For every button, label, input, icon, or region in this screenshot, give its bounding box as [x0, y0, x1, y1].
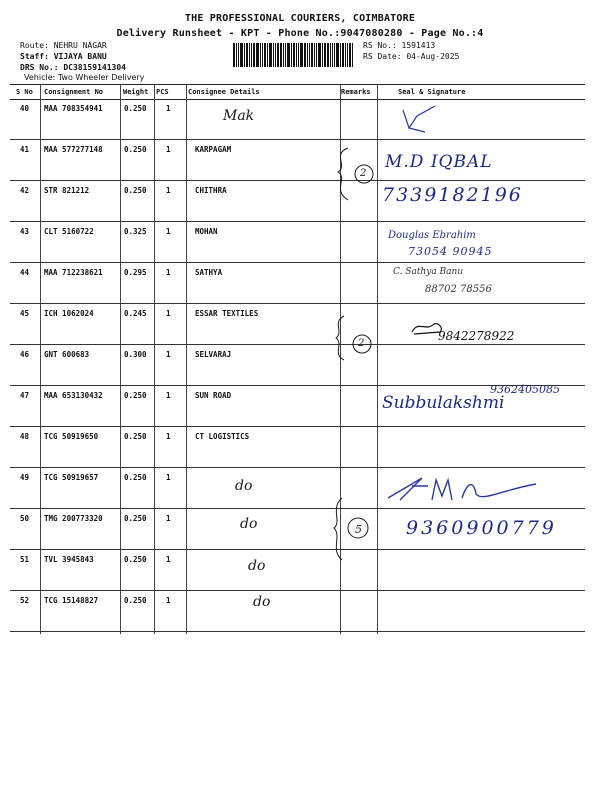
table-row: [10, 262, 585, 304]
header-left: [20, 40, 126, 73]
cell-consignment: ICH 1062024: [44, 309, 94, 318]
company-title: THE PROFESSIONAL COURIERS, COIMBATORE: [184, 13, 416, 24]
cell-sno: 43: [20, 227, 30, 236]
table-row: [10, 98, 585, 140]
cell-weight: 0.250: [124, 391, 147, 400]
cell-pcs: 1: [166, 473, 171, 482]
cell-consignment: MAA 577277148: [44, 145, 103, 154]
cell-weight: 0.325: [124, 227, 147, 236]
cell-weight: 0.295: [124, 268, 147, 277]
cell-pcs: 1: [166, 391, 171, 400]
cell-weight: 0.250: [124, 555, 147, 564]
cell-weight: 0.250: [124, 596, 147, 605]
cell-pcs: 1: [166, 432, 171, 441]
cell-pcs: 1: [166, 145, 171, 154]
cell-consignment: CLT 5160722: [44, 227, 94, 236]
cell-sno: 48: [20, 432, 30, 441]
ditto-mark: do: [248, 558, 266, 574]
cell-consignee: KARPAGAM: [195, 145, 232, 154]
cell-pcs: 1: [166, 104, 171, 113]
cell-consignment: TCG 15148827: [44, 596, 99, 605]
cell-consignment: MAA 712238621: [44, 268, 103, 277]
table-row: [10, 426, 585, 468]
cell-weight: 0.250: [124, 186, 147, 195]
handwritten-phone: 7339182196: [382, 184, 523, 206]
runsheet-subtitle: Delivery Runsheet - KPT - Phone No.:9047080280 - Page No.:4: [116, 28, 484, 39]
bracket-count: 5: [355, 523, 362, 536]
col-sno: S No: [16, 88, 33, 96]
ditto-mark: do: [240, 516, 258, 532]
col-consignment: Consignment No: [44, 88, 104, 96]
cell-pcs: 1: [166, 350, 171, 359]
cell-sno: 49: [20, 473, 30, 482]
cell-consignee: ESSAR TEXTILES: [195, 309, 259, 318]
col-pcs: PCS: [156, 88, 169, 96]
signature-scribble: [408, 318, 448, 338]
rs-date: RS Date: 04-Aug-2025: [363, 52, 460, 61]
drs-label: DRS No.: DC38159141304: [20, 63, 126, 72]
cell-pcs: 1: [166, 227, 171, 236]
barcode-image: [233, 43, 357, 67]
table-row: [10, 221, 585, 263]
cell-weight: 0.250: [124, 473, 147, 482]
cell-pcs: 1: [166, 596, 171, 605]
cell-consignment: MAA 653130432: [44, 391, 103, 400]
cell-consignee: SELVARAJ: [195, 350, 232, 359]
cell-weight: 0.300: [124, 350, 147, 359]
table-row: [10, 344, 585, 386]
signature-scribble: [395, 98, 455, 138]
cell-consignment: TVL 3945843: [44, 555, 94, 564]
table-row: [10, 139, 585, 181]
cell-consignee: SUN ROAD: [195, 391, 232, 400]
ditto-mark: do: [253, 594, 271, 610]
handwritten-signature: Douglas Ebrahim: [388, 230, 476, 241]
bracket-mark: [328, 494, 378, 564]
signature-scribble: [382, 472, 542, 508]
cell-consignment: TCG 50919657: [44, 473, 99, 482]
handwritten-signature: C. Sathya Banu: [393, 267, 464, 277]
cell-pcs: 1: [166, 555, 171, 564]
cell-consignment: STR 821212: [44, 186, 90, 195]
cell-weight: 0.245: [124, 309, 147, 318]
cell-consignment: GNT 600683: [44, 350, 90, 359]
cell-weight: 0.250: [124, 145, 147, 154]
cell-sno: 52: [20, 596, 30, 605]
cell-consignment: MAA 708354941: [44, 104, 103, 113]
handwritten-phone: 9362405085: [490, 383, 560, 396]
handwritten-note: Mak: [223, 108, 255, 124]
cell-sno: 46: [20, 350, 30, 359]
cell-pcs: 1: [166, 268, 171, 277]
table-row: [10, 549, 585, 591]
cell-sno: 44: [20, 268, 30, 277]
cell-sno: 50: [20, 514, 30, 523]
cell-sno: 47: [20, 391, 30, 400]
header-right: [363, 40, 459, 62]
cell-consignment: TCG 50919650: [44, 432, 99, 441]
cell-sno: 45: [20, 309, 30, 318]
cell-consignment: TMG 200773320: [44, 514, 103, 523]
cell-pcs: 1: [166, 309, 171, 318]
handwritten-phone: 9360900779: [406, 517, 557, 539]
cell-consignee: CHITHRA: [195, 186, 227, 195]
bracket-count: 2: [358, 338, 365, 349]
cell-weight: 0.250: [124, 432, 147, 441]
handwritten-phone: 88702 78556: [425, 284, 492, 295]
cell-sno: 40: [20, 104, 30, 113]
vehicle-label: Vehicle: Two Wheeler Delivery: [24, 73, 145, 82]
bracket-count: 2: [360, 168, 367, 179]
ditto-mark: do: [235, 478, 253, 494]
bracket-mark: [330, 312, 380, 364]
handwritten-phone: 9842278922: [438, 329, 515, 343]
cell-weight: 0.250: [124, 514, 147, 523]
col-consignee: Consignee Details: [188, 88, 260, 96]
cell-weight: 0.250: [124, 104, 147, 113]
handwritten-signature: Subbulakshmi: [382, 393, 505, 413]
col-signature: Seal & Signature: [398, 88, 466, 96]
handwritten-signature: M.D IQBAL: [385, 152, 493, 172]
route-label: Route: NEHRU NAGAR: [20, 41, 107, 50]
handwritten-phone: 73054 90945: [408, 245, 493, 258]
col-weight: Weight: [123, 88, 149, 96]
table-row: [10, 590, 585, 632]
runsheet-table: [10, 84, 585, 634]
rs-number: RS No.: 1591413: [363, 41, 436, 50]
cell-consignee: SATHYA: [195, 268, 223, 277]
col-remarks: Remarks: [341, 88, 371, 96]
cell-sno: 42: [20, 186, 30, 195]
cell-sno: 51: [20, 555, 30, 564]
staff-label: Staff: VIJAYA BANU: [20, 52, 107, 61]
cell-pcs: 1: [166, 186, 171, 195]
cell-consignee: MOHAN: [195, 227, 218, 236]
bracket-mark: [330, 144, 380, 204]
cell-consignee: CT LOGISTICS: [195, 432, 250, 441]
cell-sno: 41: [20, 145, 30, 154]
cell-pcs: 1: [166, 514, 171, 523]
